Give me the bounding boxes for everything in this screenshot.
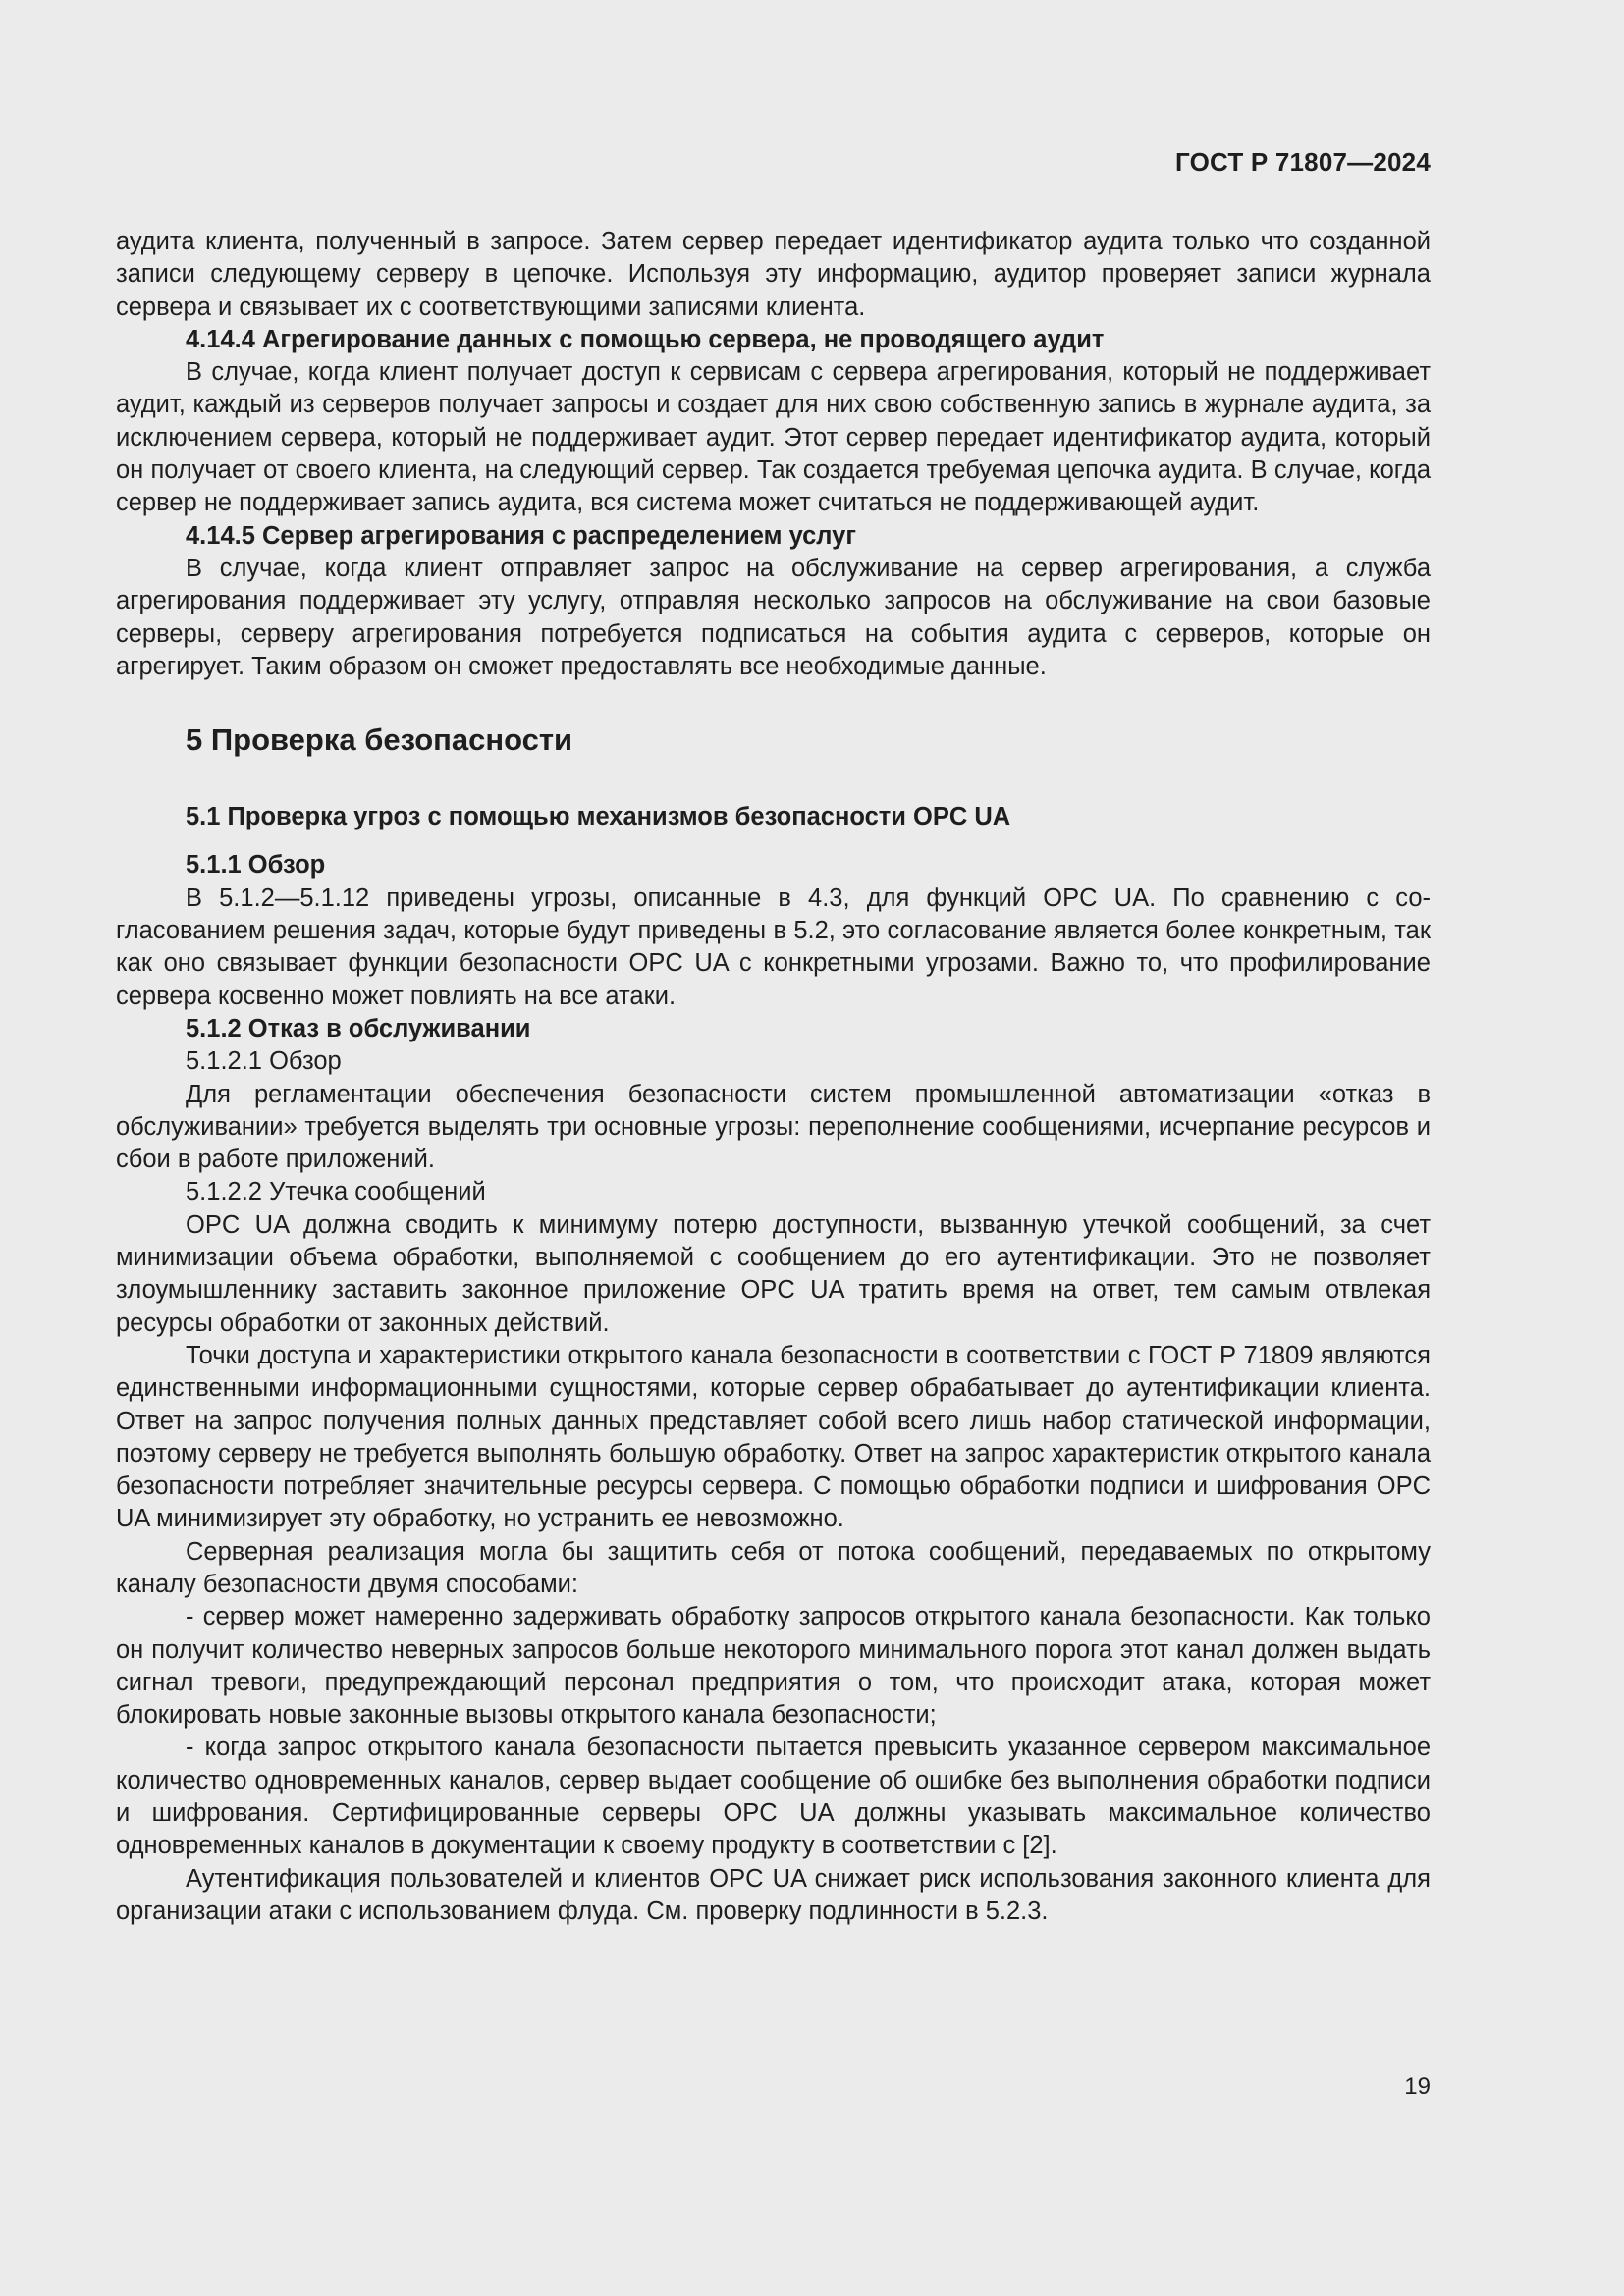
paragraph: Точки доступа и характеристики открытого канала безопасности в соответствии с ГОСТ Р 71809 являются единственными информационными сущностями, которые сервер обрабатывает до аутентификации клиента. Ответ на запрос получения полных данных представляет собой всего лишь набор статической информации, поэтому серверу не требуется выполнять большую обработку. Ответ на запрос характеристик открытого канала безопасности потребляет значительные ресурсы сервера. С помощью обработки подписи и шифрования OPC UA минимизирует эту обработку, но устранить ее невозможно. bbox=[116, 1341, 1431, 1533]
list-item: - сервер может намеренно задерживать обработку запросов открытого канала безопасности. Как только он получит количество неверных запросов больше некоторого минимального порога этот канал должен выдать сигнал тревоги, предупреждающий персонал предприятия о том, что происходит атака, которая может блокировать новые законные вызовы открытого канала безопасности; bbox=[116, 1603, 1431, 1730]
paragraph: Аутентификация пользователей и клиентов OPC UA снижает риск использования законного клиента для организации атаки с использованием флуда. См. проверку подлинности в 5.2.3. bbox=[116, 1864, 1431, 1925]
section-heading-4-14-5: 4.14.5 Сервер агрегирования с распределением услуг bbox=[186, 521, 856, 550]
subsection-heading-5-1-2-1: 5.1.2.1 Обзор bbox=[186, 1047, 342, 1076]
paragraph: В случае, когда клиент получает доступ к сервисам с сервера агрегирования, который не поддерживает аудит, каждый из серверов получает запросы и создает для них свою собственную запись в журнале аудита, за исключением сервера, который не поддерживает аудит. Этот сервер передает идентификатор аудита, который он получает от своего клиента, на следующий сервер. Так создается требуемая цепочка аудита. В случае, когда сервер не поддерживает запись аудита, вся система может считаться не поддерживающей аудит. bbox=[116, 358, 1431, 517]
document-header: ГОСТ Р 71807—2024 bbox=[1175, 147, 1431, 177]
paragraph: В случае, когда клиент отправляет запрос на обслуживание на сервер агрегирования, а служба агрегирования поддерживает эту услугу, отправляя несколько запросов на обслуживание на свои базовые серверы, серверу агрегирования потребуется подписаться на события аудита с серверов, которые он агрегирует. Таким образом он сможет предоставлять все необходимые данные. bbox=[116, 554, 1431, 680]
section-heading-4-14-4: 4.14.4 Агрегирование данных с помощью сервера, не проводящего аудит bbox=[186, 325, 1105, 353]
document-body bbox=[116, 226, 1431, 1928]
chapter-heading-5: 5 Проверка безопасности bbox=[186, 722, 573, 758]
paragraph: OPC UA должна сводить к минимуму потерю доступности, вызванную утечкой сообщений, за счет минимизации объема обработки, выполняемой с сообщением до его аутентификации. Это не позволяет злоумышленнику заставить законное приложение OPC UA тратить время на ответ, тем самым отвлекая ресурсы обработки от законных действий. bbox=[116, 1210, 1431, 1337]
paragraph: Серверная реализация могла бы защитить себя от потока сообщений, передаваемых по открытому каналу безопасности двумя способами: bbox=[116, 1537, 1431, 1598]
subsection-heading-5-1-2-2: 5.1.2.2 Утечка сообщений bbox=[186, 1178, 486, 1206]
section-heading-5-1: 5.1 Проверка угроз с помощью механизмов безопасности OPC UA bbox=[186, 803, 1011, 831]
page-number: 19 bbox=[1404, 2073, 1431, 2100]
paragraph: аудита клиента, полученный в запросе. Затем сервер передает идентификатор аудита только что созданной записи следующему серверу в цепочке. Используя эту информацию, аудитор проверяет записи журнала сервера и связывает их с соответствующими записями клиента. bbox=[116, 228, 1431, 321]
paragraph: Для регламентации обеспечения безопасности систем промышленной автоматизации «отказ в обслуживании» требуется выделять три основные угрозы: переполнение сообщениями, исчерпание ресурсов и сбои в работе приложений. bbox=[116, 1080, 1431, 1174]
paragraph: В 5.1.2—5.1.12 приведены угрозы, описанные в 4.3, для функций OPC UA. По сравнению с согласованием решения задач, которые будут приведены в 5.2, это согласование является более конкретным, так как оно связывает функции безопасности OPC UA с конкретными угрозами. Важно то, что профилирование сервера косвенно может повлиять на все атаки. bbox=[116, 883, 1431, 1010]
section-heading-5-1-2: 5.1.2 Отказ в обслуживании bbox=[186, 1014, 531, 1042]
section-heading-5-1-1: 5.1.1 Обзор bbox=[186, 851, 326, 880]
list-item: - когда запрос открытого канала безопасности пытается превысить указанное сервером максимальное количество одновременных каналов, сервер выдает сообщение об ошибке без выполнения обработки подписи и шифрования. Сертифицированные серверы OPC UA должны указывать максимальное количество одновременных каналов в документации к своему продукту в соответствии с [2]. bbox=[116, 1734, 1431, 1860]
